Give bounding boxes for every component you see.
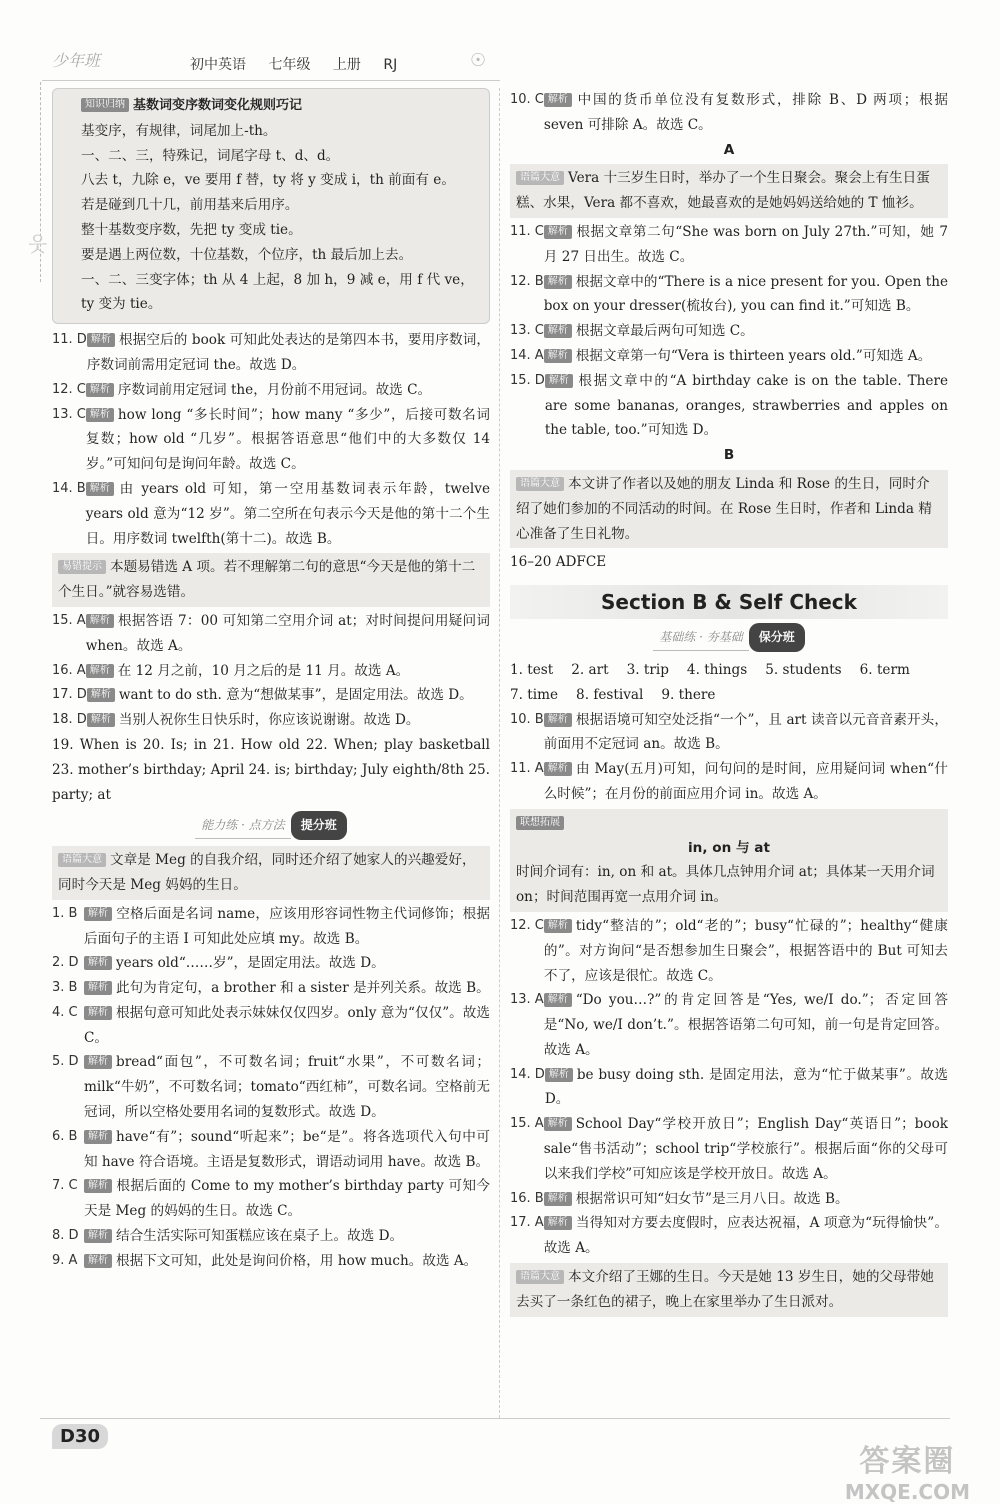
answer-item: 11. D 解析 根据空后的 book 可知此处表达的是第四本书，要用序数词，序数词前需用定冠词 the。故选 D。: [52, 332, 490, 373]
answer-item: 1. B 解析 空格后面是名词 name，应该用形容词性物主代词修饰；根据后面句子的主语 I 可知此处应填 my。故选 B。: [52, 905, 490, 947]
answer-item: 3. B 解析 此句为肯定句，a brother 和 a sister 是并列关系。故选 B。: [52, 980, 490, 997]
analysis-tag: 解析: [545, 374, 573, 388]
answer-item: 12. B 解析 根据文章中的“There is a nice present for you. Open the box on your dresser(梳妆台), you can find it.”可知选 B。: [510, 273, 948, 315]
snail-icon: ☉: [470, 50, 487, 71]
analysis-tag: 解析: [544, 762, 572, 776]
page-header: [0, 0, 1000, 90]
mistake-tag: 易错提示: [58, 560, 106, 574]
answer-item: 16. A 解析 在 12 月之前，10 月之后的是 11 月。故选 A。: [52, 662, 410, 679]
analysis-tag: 解析: [544, 349, 572, 363]
analysis-tag: 解析: [544, 1192, 572, 1206]
header-info: [190, 54, 415, 74]
analysis-tag: 解析: [544, 919, 572, 933]
page-number: D30: [52, 1424, 108, 1449]
knowledge-title: 基数词变序数词变化规则巧记: [133, 98, 303, 113]
fill-in-answers: 19. When is 20. Is; in 21. How old 22. When; play basketball 23. mother’s birthday; April 24. is; birthday; July eighth/8th 25. party; at: [52, 736, 490, 803]
answer-item: 17. A 解析 当得知对方要去度假时，应表达祝福，A 项意为“玩得愉快”。故选 A。: [510, 1215, 948, 1257]
answer-item: 11. A 解析 由 May(五月)可知，问句问的是时间，应用疑问词 when“什么时候”；在月份的前面应用介词 in。故选 A。: [510, 761, 948, 802]
word-answer: 7. time: [510, 686, 559, 703]
analysis-tag: 解析: [86, 482, 114, 496]
brand-logo: 少年班: [52, 51, 101, 70]
analysis-tag: 解析: [86, 614, 114, 628]
extension-title: in, on 与 at: [688, 839, 770, 856]
analysis-tag: 解析: [544, 993, 572, 1007]
knowledge-line: 一、二、三变字体；th 从 4 上起，8 加 h，9 减 e，用 f 代 ve，ty 变为 tie。: [81, 271, 474, 313]
answer-item: 15. A 解析 School Day“学校开放日”；English Day“英语日”；book sale“售书活动”；school trip“学校旅行”。根据后面“你的父母可以来我们学校”可知应该是学校开放日。故选 A。: [510, 1116, 948, 1182]
analysis-tag: 解析: [84, 1130, 112, 1144]
answer-item: 17. D 解析 want to do sth. 意为“想做某事”，是固定用法。故选 D。: [52, 687, 473, 704]
answer-item: 5. D 解析 bread“面包”，不可数名词；fruit“水果”，不可数名词；milk“牛奶”，不可数名词；tomato“西红柿”，可数名词。空格前无冠词，所以空格处要用名词的复数形式。故选 D。: [52, 1054, 490, 1121]
knowledge-line: 八去 t，九除 e，ve 要用 f 替，ty 将 y 变成 i，th 前面有 e。: [81, 172, 455, 189]
analysis-tag: 解析: [544, 713, 572, 727]
answer-item: 14. D 解析 be busy doing sth. 是固定用法，意为“忙于做某事”。故选 D。: [510, 1066, 948, 1108]
stick-figure-icon: 웃: [28, 232, 48, 256]
answer-item: 13. A 解析 “Do you…?”的肯定回答是“Yes, we/I do.”；否定回答是“No, we/I don’t.”。根据答语第二句可知，前一句是肯定回答。故选 A。: [510, 992, 948, 1058]
answer-item: 13. C 解析 how long “多长时间”；how many “多少”，后接可数名词复数；how old “几岁”。根据答语意思“他们中的大多数仅 14 岁。”可知问句是询问年龄。故选 C。: [52, 406, 490, 473]
answer-item: 15. A 解析 根据答语 7：00 可知第二空用介词 at；对时间提问用疑问词 when。故选 A。: [52, 612, 490, 654]
answer-item: 13. C 解析 根据文章最后两句可知选 C。: [510, 323, 754, 340]
analysis-tag: 解析: [84, 1006, 112, 1020]
answer-item: 2. D 解析 years old“……岁”，是固定用法。故选 D。: [52, 955, 385, 972]
analysis-tag: 解析: [87, 713, 115, 727]
answer-item: 16. B 解析 根据常识可知“妇女节”是三月八日。故选 B。: [510, 1190, 849, 1207]
mistake-note: 易错提示 本题易错选 A 项。若不理解第二句的意思“今天是他的第十二个生日。”就容易选错。: [52, 553, 490, 607]
answer-item: 6. B 解析 have“有”；sound“听起来”；be“是”。将各选项代入句中可知 have 符合语境。主语是复数形式，谓语动词用 have。故选 B。: [52, 1128, 490, 1170]
extension-box: [510, 809, 948, 912]
header-volume: 上册: [332, 57, 361, 73]
word-answer: 6. term: [859, 661, 910, 678]
analysis-tag: 解析: [84, 1254, 112, 1268]
answer-item: 10. C 解析 中国的货币单位没有复数形式，排除 B、D 两项；根据 seven 可排除 A。故选 C。: [510, 92, 948, 133]
ability-banner-label: 能力练 · 点方法: [195, 813, 290, 839]
summary-tag: 语篇大意: [516, 477, 564, 491]
knowledge-line: 整十基数变序数，先把 ty 变成 tie。: [81, 221, 302, 238]
knowledge-line: 一、二、三，特殊记，词尾字母 t、d、d。: [81, 147, 340, 164]
header-grade: 七年级: [268, 57, 311, 73]
passage-summary: 语篇大意 Vera 十三岁生日时，举办了一个生日聚会。聚会上有生日蛋糕、水果，Vera 都不喜欢，她最喜欢的是她妈妈送给她的 T 恤衫。: [510, 164, 948, 218]
answer-item: 11. C 解析 根据文章第二句“She was born on July 27th.”可知，她 7 月 27 日出生。故选 C。: [510, 223, 948, 265]
analysis-tag: 解析: [84, 1179, 112, 1193]
left-column: [52, 88, 490, 1274]
section-title: Section B & Self Check: [510, 585, 948, 619]
header-subject: 初中英语: [190, 57, 246, 73]
watermark-url: MXQE.COM: [844, 1480, 970, 1504]
answer-item: 14. B 解析 由 years old 可知，第一空用基数词表示年龄，twelve years old 意为“12 岁”。第二空所在句表示今天是他的第十二个生日。用序数词 twelfth(第十二)。故选 B。: [52, 480, 490, 547]
analysis-tag: 解析: [544, 1216, 572, 1230]
right-column: [510, 88, 948, 1319]
basic-banner-label: 基础练 · 夯基础: [653, 625, 748, 651]
answer-item: 14. A 解析 根据文章第一句“Vera is thirteen years old.”可知选 A。: [510, 347, 932, 364]
analysis-tag: 解析: [544, 1117, 572, 1131]
passage-heading-b: B: [723, 447, 735, 464]
analysis-tag: 解析: [86, 408, 114, 422]
analysis-tag: 解析: [87, 333, 115, 347]
analysis-tag: 解析: [545, 1068, 573, 1082]
summary-tag: 语篇大意: [58, 853, 106, 867]
analysis-tag: 解析: [84, 1055, 112, 1069]
analysis-tag: 解析: [84, 956, 112, 970]
answers-16-20: 16–20 ADFCE: [510, 554, 607, 571]
answer-item: 15. D 解析 根据文章中的“A birthday cake is on the table. There are some bananas, oranges, strawberries and apples on the table, too.”可知选 D。: [510, 372, 948, 439]
word-answer: 2. art: [571, 661, 609, 678]
analysis-tag: 解析: [87, 688, 115, 702]
analysis-tag: 解析: [84, 907, 112, 921]
answer-item: 12. C 解析 序数词前用定冠词 the，月份前不用冠词。故选 C。: [52, 381, 432, 398]
summary-tag: 语篇大意: [516, 1270, 564, 1284]
answer-item: 12. C 解析 tidy“整洁的”；old“老的”；busy“忙碌的”；healthy“健康的”。对方询问“是否想参加生日聚会”，根据答语中的 But 可知去不了，应该是很忙。故选 C。: [510, 917, 948, 984]
basic-banner-pill: 保分班: [749, 623, 805, 652]
extension-tag: 联想拓展: [516, 816, 564, 830]
passage-summary: 语篇大意 本文介绍了王娜的生日。今天是她 13 岁生日，她的父母带她去买了一条红色的裙子，晚上在家里举办了生日派对。: [510, 1263, 948, 1317]
word-answers: [510, 658, 948, 708]
knowledge-line: 若是碰到几十几，前用基来后用序。: [81, 197, 299, 214]
analysis-tag: 解析: [86, 383, 114, 397]
column-divider: [499, 88, 500, 1418]
ability-banner-pill: 提分班: [291, 811, 347, 840]
analysis-tag: 解析: [84, 981, 112, 995]
answer-item: 7. C 解析 根据后面的 Come to my mother’s birthday party 可知今天是 Meg 的妈妈的生日。故选 C。: [52, 1178, 490, 1220]
word-answer: 9. there: [661, 686, 716, 703]
basic-banner: [510, 623, 948, 652]
watermark-main: 答案圈: [859, 1444, 956, 1479]
word-answer: 1. test: [510, 661, 554, 678]
passage-summary: 语篇大意 本文讲了作者以及她的朋友 Linda 和 Rose 的生日，同时介绍了她们参加的不同活动的时间。在 Rose 生日时，作者和 Linda 精心准备了生日礼物。: [510, 470, 948, 548]
analysis-tag: 解析: [84, 1229, 112, 1243]
analysis-tag: 解析: [544, 324, 572, 338]
answer-item: 4. C 解析 根据句意可知此处表示妹妹仅仅四岁。only 意为“仅仅”。故选 C。: [52, 1004, 490, 1046]
ability-banner: [52, 811, 490, 840]
answer-item: 8. D 解析 结合生活实际可知蛋糕应该在桌子上。故选 D。: [52, 1228, 404, 1245]
word-answer: 8. festival: [576, 686, 644, 703]
word-answer: 3. trip: [626, 661, 669, 678]
header-rule: [42, 80, 500, 81]
passage-summary: 语篇大意 文章是 Meg 的自我介绍，同时还介绍了她家人的兴趣爱好，同时今天是 Meg 妈妈的生日。: [52, 846, 490, 900]
answer-item: 10. B 解析 根据语境可知空处泛指“一个”，且 art 读音以元音音素开头，前面用不定冠词 an。故选 B。: [510, 711, 948, 753]
analysis-tag: 解析: [544, 225, 572, 239]
header-edition: RJ: [383, 57, 398, 73]
answer-item: 9. A 解析 根据下文可知，此处是询问价格，用 how much。故选 A。: [52, 1252, 478, 1269]
knowledge-tag: 知识归纳: [81, 98, 129, 112]
analysis-tag: 解析: [544, 275, 572, 289]
footer-rule: [40, 1418, 950, 1419]
summary-tag: 语篇大意: [516, 171, 564, 185]
watermark-logo: [845, 1436, 970, 1504]
extension-text: 时间介词有：in, on 和 at。具体几点钟用介词 at；具体某一天用介词 on；时间范围再宽一点用介词 in。: [516, 864, 935, 906]
analysis-tag: 解析: [86, 664, 114, 678]
knowledge-line: 基变序，有规律，词尾加上-th。: [81, 122, 277, 139]
passage-heading-a: A: [723, 141, 735, 158]
word-answer: 5. students: [765, 661, 842, 678]
word-answer: 4. things: [686, 661, 748, 678]
analysis-tag: 解析: [544, 93, 572, 107]
answer-item: 18. D 解析 当别人祝你生日快乐时，你应该说谢谢。故选 D。: [52, 712, 420, 729]
knowledge-summary-box: [52, 88, 490, 324]
knowledge-line: 要是遇上两位数，十位基数，个位序，th 最后加上去。: [81, 246, 413, 263]
